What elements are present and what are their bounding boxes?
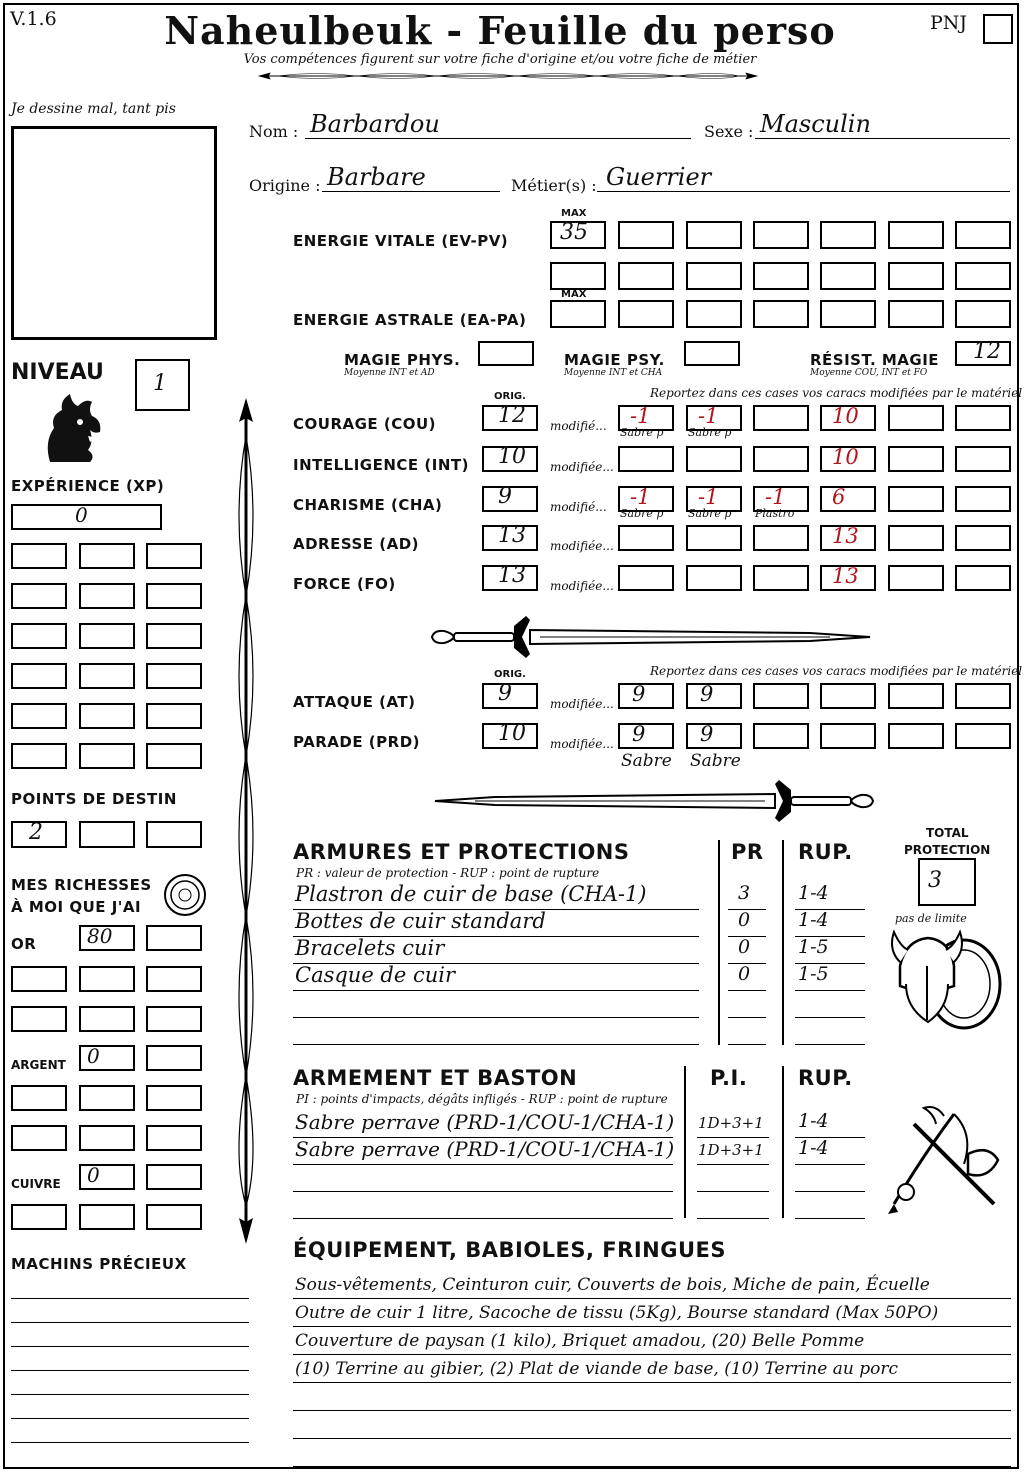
ea-box[interactable] xyxy=(888,300,944,328)
ev-box[interactable] xyxy=(888,262,944,290)
sword-icon xyxy=(430,612,875,662)
richesses-label-2: À MOI QUE J'AI xyxy=(11,898,142,916)
ev-box[interactable] xyxy=(618,262,674,290)
combat-mod-note: Sabre xyxy=(690,751,741,771)
stat-orig-box[interactable] xyxy=(482,565,538,591)
niveau-box[interactable] xyxy=(135,359,190,411)
ea-box[interactable] xyxy=(686,300,742,328)
armor-row-line xyxy=(293,989,699,991)
xp-grid-box[interactable] xyxy=(79,743,135,769)
xp-grid-box[interactable] xyxy=(11,743,67,769)
combat-mod-value: 9 xyxy=(700,722,714,746)
equipment-line xyxy=(293,1381,1011,1383)
armor-item-name[interactable]: Bottes de cuir standard xyxy=(295,909,546,933)
money-box[interactable] xyxy=(146,1204,202,1230)
armor-pr-line xyxy=(728,1016,766,1018)
stat-mod-box[interactable] xyxy=(888,525,944,551)
nom-label: Nom : xyxy=(249,122,299,141)
armor-item-pr[interactable]: 0 xyxy=(738,963,751,985)
money-box[interactable] xyxy=(79,1204,135,1230)
stat-mod-box[interactable] xyxy=(888,565,944,591)
stat-mod-box[interactable] xyxy=(955,405,1011,431)
armor-item-rup[interactable]: 1-5 xyxy=(798,963,829,985)
armor-pr-header: PR xyxy=(731,840,764,864)
cuivre-box[interactable] xyxy=(79,1164,135,1190)
armor-pr-line xyxy=(728,989,766,991)
stat-mod-box[interactable] xyxy=(820,486,876,512)
stat-mod-note: Sabre p xyxy=(688,507,732,520)
stat-mod-box[interactable] xyxy=(955,565,1011,591)
money-box[interactable] xyxy=(11,1085,67,1111)
stat-mod-value: -1 xyxy=(630,485,651,509)
weapon-item-pi[interactable]: 1D+3+1 xyxy=(698,1114,764,1132)
stat-mod-note: Plastro xyxy=(755,507,795,520)
weapon-item-name[interactable]: Sabre perrave (PRD-1/COU-1/CHA-1) xyxy=(295,1110,675,1134)
combat-label: ATTAQUE (AT) xyxy=(293,693,416,711)
weapons-pi-header: P.I. xyxy=(710,1066,748,1090)
cuivre-value: 0 xyxy=(87,1163,100,1187)
magie-psy-box[interactable] xyxy=(684,341,740,366)
xp-grid-box[interactable] xyxy=(79,623,135,649)
combat-mod-box[interactable] xyxy=(955,683,1011,709)
ev-box[interactable] xyxy=(955,221,1011,249)
stat-orig-value: 12 xyxy=(498,403,526,428)
ev-max-label: MAX xyxy=(561,208,587,219)
armor-item-pr[interactable]: 3 xyxy=(738,882,751,904)
combat-orig-value: 9 xyxy=(498,681,512,706)
armor-item-name[interactable]: Bracelets cuir xyxy=(295,936,445,960)
ev-box-extra[interactable] xyxy=(550,262,606,290)
weapon-rup-line xyxy=(795,1190,865,1192)
xp-grid-box[interactable] xyxy=(11,583,67,609)
money-box[interactable] xyxy=(11,1125,67,1151)
money-box[interactable] xyxy=(79,1006,135,1032)
combat-orig-value: 10 xyxy=(498,721,526,746)
combat-mod-note: Sabre xyxy=(621,751,672,771)
money-box[interactable] xyxy=(79,966,135,992)
pnj-label: PNJ xyxy=(930,12,968,34)
origine-label: Origine : xyxy=(249,176,321,195)
equipment-line xyxy=(293,1465,1011,1467)
money-box[interactable] xyxy=(146,1125,202,1151)
armor-rup-line xyxy=(795,989,865,991)
xp-value: 0 xyxy=(75,503,88,527)
xp-grid-box[interactable] xyxy=(146,663,202,689)
equipment-title: ÉQUIPEMENT, BABIOLES, FRINGUES xyxy=(293,1238,726,1262)
combat-mod-box[interactable] xyxy=(820,683,876,709)
stat-orig-value: 13 xyxy=(498,563,526,588)
armor-item-rup[interactable]: 1-5 xyxy=(798,936,829,958)
spear-divider-icon xyxy=(8,70,1008,82)
sexe-value[interactable]: Masculin xyxy=(760,110,871,138)
portrait-caption: Je dessine mal, tant pis xyxy=(11,101,176,117)
stat-mod-box[interactable] xyxy=(820,446,876,472)
equipment-line xyxy=(293,1409,1011,1411)
stat-mod-label: modifiée... xyxy=(550,539,614,553)
armor-item-rup[interactable]: 1-4 xyxy=(798,909,829,931)
stat-mod-box[interactable] xyxy=(686,446,742,472)
xp-box[interactable] xyxy=(11,504,162,530)
money-box[interactable] xyxy=(79,1125,135,1151)
money-box[interactable] xyxy=(146,1006,202,1032)
stat-mod-box[interactable] xyxy=(888,446,944,472)
stat-mod-value: -1 xyxy=(765,485,786,509)
equipment-line xyxy=(293,1325,1011,1327)
stat-mod-label: modifié... xyxy=(550,419,607,433)
combat-mod-value: 9 xyxy=(632,722,646,746)
equipment-item[interactable]: (10) Terrine au gibier, (2) Plat de viande de base, (10) Terrine au porc xyxy=(295,1359,898,1379)
stat-label: FORCE (FO) xyxy=(293,575,396,593)
argent-box-2[interactable] xyxy=(146,1045,202,1071)
ea-box[interactable] xyxy=(955,300,1011,328)
weapon-rup-line xyxy=(795,1163,865,1165)
machins-line[interactable] xyxy=(11,1393,249,1395)
stat-mod-note: Sabre p xyxy=(620,507,664,520)
equipment-item[interactable]: Couverture de paysan (1 kilo), Briquet amadou, (20) Belle Pomme xyxy=(295,1331,865,1351)
xp-grid-box[interactable] xyxy=(146,743,202,769)
stat-mod-box[interactable] xyxy=(955,486,1011,512)
metier-label: Métier(s) : xyxy=(511,176,597,195)
armor-item-pr[interactable]: 0 xyxy=(738,936,751,958)
stat-mod-box[interactable] xyxy=(888,405,944,431)
combat-mod-box[interactable] xyxy=(618,683,674,709)
version-label: V.1.6 xyxy=(10,8,57,30)
machins-line[interactable] xyxy=(11,1369,249,1371)
ea-max-label: MAX xyxy=(561,289,587,300)
machins-line[interactable] xyxy=(11,1441,249,1443)
stat-mod-value: -1 xyxy=(698,404,719,428)
money-box[interactable] xyxy=(146,1085,202,1111)
stat-mod-value: 10 xyxy=(832,404,859,428)
stat-mod-box[interactable] xyxy=(955,525,1011,551)
money-box[interactable] xyxy=(146,966,202,992)
machins-label: MACHINS PRÉCIEUX xyxy=(11,1255,187,1273)
money-box[interactable] xyxy=(79,1085,135,1111)
combat-mod-box[interactable] xyxy=(888,683,944,709)
stat-mod-box[interactable] xyxy=(618,565,674,591)
stat-mod-value: 13 xyxy=(832,524,859,548)
stat-mod-box[interactable] xyxy=(820,405,876,431)
ev-max-value: 35 xyxy=(560,220,588,245)
armor-rup-line xyxy=(795,1043,865,1045)
combat-mod-box[interactable] xyxy=(888,723,944,749)
combat-mod-box[interactable] xyxy=(753,723,809,749)
machins-line[interactable] xyxy=(11,1321,249,1323)
ev-label: ENERGIE VITALE (EV-PV) xyxy=(293,232,509,250)
helmet-shield-icon xyxy=(886,926,1004,1036)
argent-label: ARGENT xyxy=(11,1058,66,1072)
ea-box[interactable] xyxy=(618,300,674,328)
total-label-1: TOTAL xyxy=(926,826,969,840)
xp-grid-box[interactable] xyxy=(11,703,67,729)
weapon-pi-line xyxy=(697,1190,769,1192)
armor-item-name[interactable]: Plastron de cuir de base (CHA-1) xyxy=(295,882,647,906)
resist-magie-value: 12 xyxy=(973,339,1001,364)
equipment-item[interactable]: Sous-vêtements, Ceinturon cuir, Couverts de bois, Miche de pain, Écuelle xyxy=(295,1275,930,1295)
stat-mod-box[interactable] xyxy=(955,446,1011,472)
stat-mod-box[interactable] xyxy=(888,486,944,512)
crossed-weapons-icon xyxy=(884,1094,1008,1218)
or-box[interactable] xyxy=(79,925,135,951)
weapon-item-rup[interactable]: 1-4 xyxy=(798,1110,829,1132)
origine-value[interactable]: Barbare xyxy=(327,163,426,191)
stat-mod-label: modifiée... xyxy=(550,460,614,474)
stat-orig-box[interactable] xyxy=(482,486,538,512)
weapon-pi-line xyxy=(697,1136,769,1138)
combat-label: PARADE (PRD) xyxy=(293,733,421,751)
machins-line[interactable] xyxy=(11,1297,249,1299)
ev-box[interactable] xyxy=(686,262,742,290)
xp-grid-box[interactable] xyxy=(11,623,67,649)
combat-mod-box[interactable] xyxy=(955,723,1011,749)
ev-box[interactable] xyxy=(888,221,944,249)
argent-value: 0 xyxy=(87,1044,100,1068)
destin-value: 2 xyxy=(29,820,43,845)
stat-orig-box[interactable] xyxy=(482,446,538,472)
xp-grid-box[interactable] xyxy=(11,663,67,689)
weapons-divider-1 xyxy=(684,1066,686,1218)
xp-grid-box[interactable] xyxy=(79,663,135,689)
weapon-rup-line xyxy=(795,1217,865,1219)
stat-mod-box[interactable] xyxy=(753,446,809,472)
sexe-label: Sexe : xyxy=(704,122,754,141)
destin-box-1[interactable] xyxy=(11,821,67,848)
xp-grid-box[interactable] xyxy=(146,623,202,649)
stat-mod-box[interactable] xyxy=(686,565,742,591)
weapon-pi-line xyxy=(697,1217,769,1219)
stat-orig-value: 13 xyxy=(498,523,526,548)
cuivre-label: CUIVRE xyxy=(11,1177,61,1191)
equipment-line xyxy=(293,1297,1011,1299)
total-protection-value: 3 xyxy=(928,868,942,893)
armor-rup-header: RUP. xyxy=(798,840,853,864)
or-value: 80 xyxy=(87,924,113,948)
stat-mod-box[interactable] xyxy=(618,446,674,472)
combat-mod-value: 9 xyxy=(632,682,646,706)
weapon-item-name[interactable]: Sabre perrave (PRD-1/COU-1/CHA-1) xyxy=(295,1137,675,1161)
nom-value[interactable]: Barbardou xyxy=(310,110,440,138)
magie-phys-sub: Moyenne INT et AD xyxy=(344,368,435,378)
money-box[interactable] xyxy=(11,1006,67,1032)
stat-orig-box[interactable] xyxy=(482,405,538,431)
armor-note: PR : valeur de protection - RUP : point de rupture xyxy=(296,866,600,880)
stat-mod-label: modifiée... xyxy=(550,579,614,593)
weapons-divider-2 xyxy=(782,1066,784,1218)
ev-box[interactable] xyxy=(686,221,742,249)
stat-mod-label: modifié... xyxy=(550,500,607,514)
combat-mod-box[interactable] xyxy=(686,683,742,709)
ev-max-box[interactable] xyxy=(550,221,606,249)
destin-label: POINTS DE DESTIN xyxy=(11,790,177,808)
xp-grid-box[interactable] xyxy=(79,583,135,609)
xp-grid-box[interactable] xyxy=(11,543,67,569)
weapons-note: PI : points d'impacts, dégâts infligés - RUP : point de rupture xyxy=(296,1092,668,1106)
combat-mod-box[interactable] xyxy=(753,683,809,709)
total-protection-box[interactable] xyxy=(918,858,976,906)
sheet-title: Naheulbeuk - Feuille du perso xyxy=(164,8,836,53)
combat-mod-box[interactable] xyxy=(686,723,742,749)
weapons-rup-header: RUP. xyxy=(798,1066,853,1090)
armor-rup-line xyxy=(795,1016,865,1018)
stat-mod-box[interactable] xyxy=(753,565,809,591)
combat-mod-box[interactable] xyxy=(820,723,876,749)
combat-orig-box[interactable] xyxy=(482,683,538,709)
cuivre-box-2[interactable] xyxy=(146,1164,202,1190)
ea-box[interactable] xyxy=(820,300,876,328)
weapon-item-rup[interactable]: 1-4 xyxy=(798,1137,829,1159)
magie-phys-label: MAGIE PHYS. xyxy=(344,351,461,369)
report-note: Reportez dans ces cases vos caracs modifiées par le matériel xyxy=(650,386,1023,400)
ev-box[interactable] xyxy=(618,221,674,249)
weapon-pi-line xyxy=(697,1163,769,1165)
armor-row-line xyxy=(293,1043,699,1045)
stat-orig-value: 10 xyxy=(498,444,526,469)
stat-mod-note: Sabre p xyxy=(688,426,732,439)
sheet-subtitle: Vos compétences figurent sur votre fiche d'origine et/ou votre fiche de métier xyxy=(243,52,757,67)
magie-phys-box[interactable] xyxy=(478,341,534,366)
weapon-row-line xyxy=(293,1190,673,1192)
stat-orig-box[interactable] xyxy=(482,525,538,551)
combat-mod-value: 9 xyxy=(700,682,714,706)
xp-grid-box[interactable] xyxy=(146,543,202,569)
total-label-2: PROTECTION xyxy=(904,843,991,857)
ev-box[interactable] xyxy=(753,221,809,249)
stat-mod-box[interactable] xyxy=(753,525,809,551)
or-label: OR xyxy=(11,935,37,953)
stat-label: COURAGE (COU) xyxy=(293,415,437,433)
coin-icon xyxy=(162,872,208,918)
weapons-title: ARMEMENT ET BASTON xyxy=(293,1066,578,1090)
money-box[interactable] xyxy=(11,1204,67,1230)
metier-value[interactable]: Guerrier xyxy=(606,163,712,191)
ev-box[interactable] xyxy=(955,262,1011,290)
or-box-2[interactable] xyxy=(146,925,202,951)
stat-mod-value: 10 xyxy=(832,445,859,469)
resist-magie-sub: Moyenne COU, INT et FO xyxy=(810,368,928,378)
stat-label: ADRESSE (AD) xyxy=(293,535,420,553)
equipment-item[interactable]: Outre de cuir 1 litre, Sacoche de tissu (5Kg), Bourse standard (Max 50PO) xyxy=(295,1303,939,1323)
armor-item-name[interactable]: Casque de cuir xyxy=(295,963,456,987)
destin-box-3[interactable] xyxy=(146,821,202,848)
combat-mod-box[interactable] xyxy=(618,723,674,749)
stat-mod-box[interactable] xyxy=(820,525,876,551)
richesses-label-1: MES RICHESSES xyxy=(11,876,152,894)
armor-item-rup[interactable]: 1-4 xyxy=(798,882,829,904)
stat-mod-box[interactable] xyxy=(753,405,809,431)
machins-line[interactable] xyxy=(11,1345,249,1347)
resist-magie-label: RÉSIST. MAGIE xyxy=(810,351,940,369)
magie-psy-sub: Moyenne INT et CHA xyxy=(564,368,663,378)
stat-label: INTELLIGENCE (INT) xyxy=(293,456,469,474)
stat-mod-value: -1 xyxy=(698,485,719,509)
stat-mod-box[interactable] xyxy=(618,525,674,551)
xp-grid-box[interactable] xyxy=(146,703,202,729)
orig-label: ORIG. xyxy=(494,391,526,402)
stat-orig-value: 9 xyxy=(498,484,512,509)
armor-row-line xyxy=(293,1016,699,1018)
armor-title: ARMURES ET PROTECTIONS xyxy=(293,840,630,864)
weapon-row-line xyxy=(293,1217,673,1219)
niveau-value: 1 xyxy=(153,371,167,396)
destin-box-2[interactable] xyxy=(79,821,135,848)
ev-box[interactable] xyxy=(820,262,876,290)
stat-mod-box[interactable] xyxy=(820,565,876,591)
xp-label: EXPÉRIENCE (XP) xyxy=(11,477,165,495)
stat-mod-note: Sabre p xyxy=(620,426,664,439)
combat-mod-label: modifiée... xyxy=(550,737,614,751)
stat-mod-value: 6 xyxy=(832,485,846,509)
weapon-item-pi[interactable]: 1D+3+1 xyxy=(698,1141,764,1159)
armor-pr-line xyxy=(728,1043,766,1045)
equipment-line xyxy=(293,1353,1011,1355)
portrait-box[interactable] xyxy=(11,126,217,340)
armor-divider-1 xyxy=(718,840,720,1045)
stat-mod-value: 13 xyxy=(832,564,859,588)
machins-line[interactable] xyxy=(11,1417,249,1419)
vertical-spear-icon xyxy=(228,396,264,1246)
sword-2-icon xyxy=(430,776,875,826)
ea-box[interactable] xyxy=(753,300,809,328)
stat-label: CHARISME (CHA) xyxy=(293,496,443,514)
combat-report-note: Reportez dans ces cases vos caracs modifiées par le matériel xyxy=(650,664,1023,678)
equipment-line xyxy=(293,1437,1011,1439)
xp-grid-box[interactable] xyxy=(146,583,202,609)
stat-mod-value: -1 xyxy=(630,404,651,428)
stat-mod-box[interactable] xyxy=(686,525,742,551)
combat-orig-label: ORIG. xyxy=(494,669,526,680)
ea-max-box[interactable] xyxy=(550,300,606,328)
ea-label: ENERGIE ASTRALE (EA-PA) xyxy=(293,311,527,329)
ev-box[interactable] xyxy=(820,221,876,249)
ev-box[interactable] xyxy=(753,262,809,290)
no-limit-label: pas de limite xyxy=(895,912,967,925)
armor-divider-2 xyxy=(782,840,784,1045)
xp-grid-box[interactable] xyxy=(79,703,135,729)
niveau-label: NIVEAU xyxy=(11,360,104,385)
weapon-row-line xyxy=(293,1163,673,1165)
magie-psy-label: MAGIE PSY. xyxy=(564,351,665,369)
combat-mod-label: modifiée... xyxy=(550,697,614,711)
argent-box[interactable] xyxy=(79,1045,135,1071)
xp-grid-box[interactable] xyxy=(79,543,135,569)
combat-orig-box[interactable] xyxy=(482,723,538,749)
money-box[interactable] xyxy=(11,966,67,992)
armor-item-pr[interactable]: 0 xyxy=(738,909,751,931)
dragon-icon xyxy=(40,392,106,464)
pnj-checkbox[interactable] xyxy=(983,14,1013,44)
resist-magie-box[interactable] xyxy=(955,341,1011,366)
